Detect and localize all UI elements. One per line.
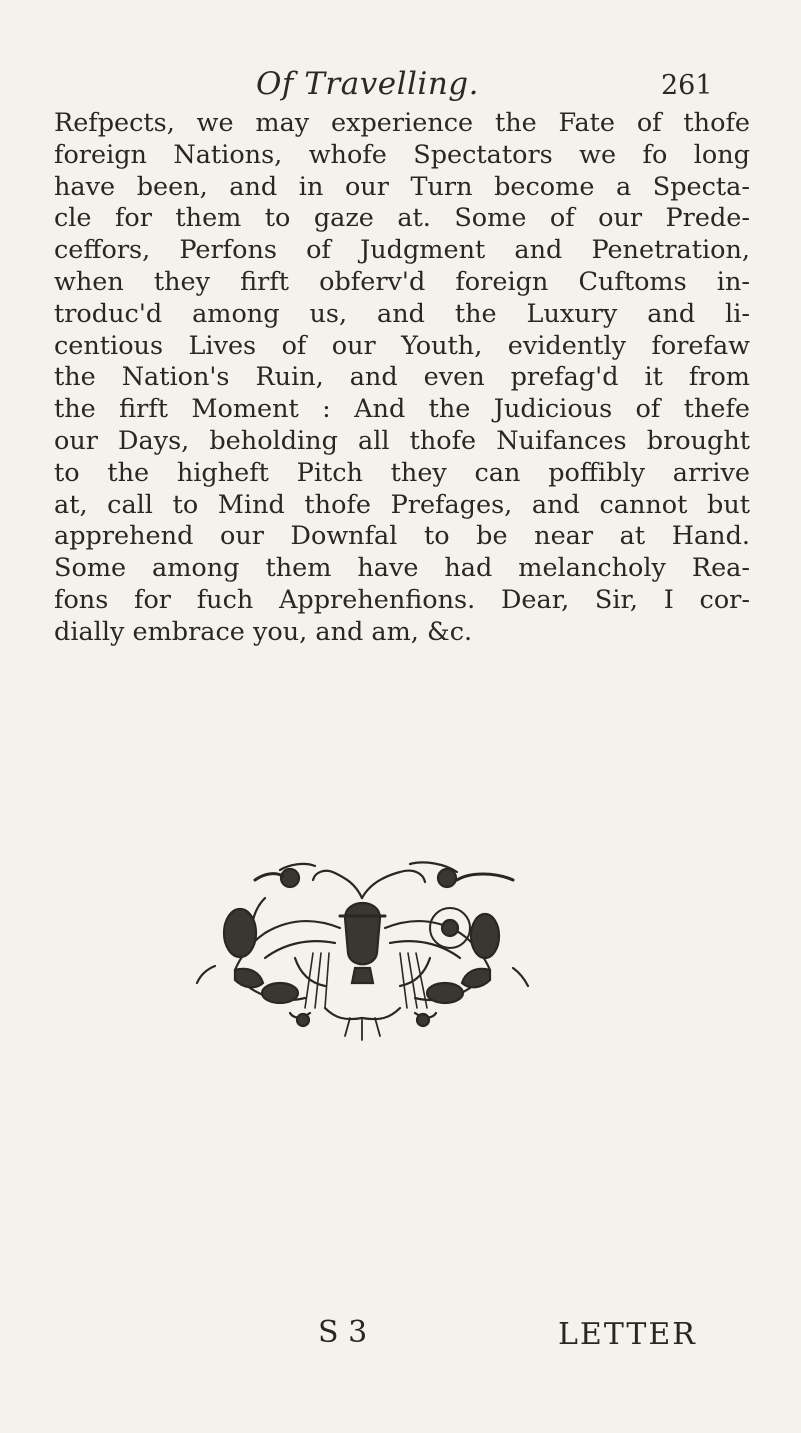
text-line: troduc'd among us, and the Luxury and li- — [54, 298, 750, 329]
text-line: the firft Moment : And the Judicious of thefe — [54, 394, 750, 425]
running-head — [256, 66, 726, 106]
text-line: Refpects, we may experience the Fate of thofe — [54, 108, 750, 138]
text-line: fons for fuch Apprehenfions. Dear, Sir, I cor- — [54, 584, 750, 615]
floral-tailpiece-ornament-icon — [195, 858, 530, 1043]
page-footer — [0, 1315, 801, 1365]
text-line: Some among them have had melancholy Rea- — [54, 553, 750, 584]
text-line: foreign Nations, whofe Spectators we fo long — [54, 139, 750, 170]
text-line: have been, and in our Turn become a Specta- — [54, 171, 750, 202]
text-line: at, call to Mind thofe Prefages, and cannot but — [54, 489, 750, 520]
text-line: cle for them to gaze at. Some of our Prede- — [54, 203, 750, 234]
text-line: our Days, beholding all thofe Nuifances brought — [54, 425, 750, 456]
signature-mark: S 3 — [318, 1315, 368, 1350]
text-line-closing: dially embrace you, and am, &c. — [54, 616, 473, 647]
running-title: Of Travelling. — [256, 66, 479, 102]
body-text — [54, 108, 750, 649]
text-line: when they firft obferv'd foreign Cuftoms in- — [54, 266, 750, 297]
catchword: LETTER — [558, 1317, 697, 1352]
page-number: 261 — [661, 70, 713, 101]
text-line: to the higheft Pitch they can poffibly arrive — [54, 457, 750, 488]
text-line: centious Lives of our Youth, evidently forefaw — [54, 330, 750, 361]
text-line: apprehend our Downfal to be near at Hand. — [54, 521, 750, 552]
text-line: the Nation's Ruin, and even prefag'd it from — [54, 362, 750, 393]
text-line: ceffors, Perfons of Judgment and Penetration, — [54, 235, 750, 266]
